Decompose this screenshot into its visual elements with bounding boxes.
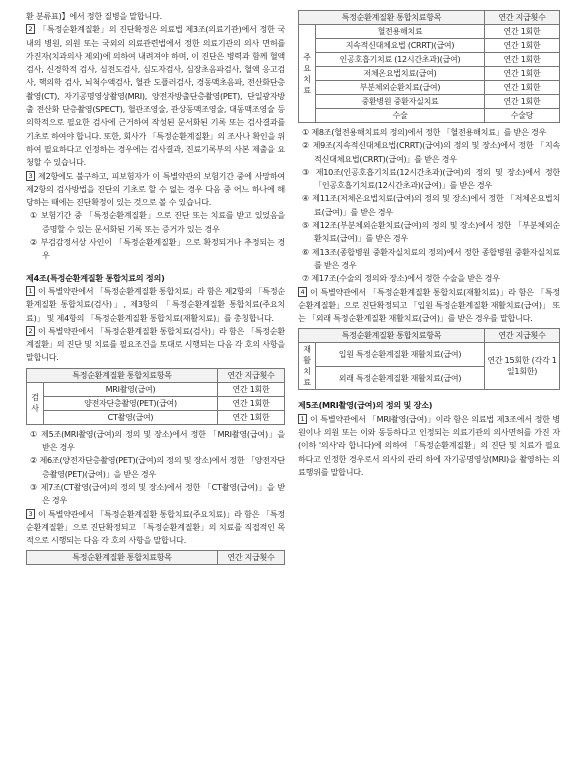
paragraph: 2 이 특별약관에서 「특정순환계질환 통합치료(검사)」라 함은 「특정순환계질환」의 진단 및 치료를 필요조건을 토대로 시행되는 다음 각 호의 사항을 말합니다. xyxy=(26,325,285,363)
list-item: ③ 제10조(인공호흡기치료(12시간초과)(급여)의 정의 및 장소)에서 정한 「인공호흡기치료(12시간초과)(급여)」를 받은 경우 xyxy=(302,166,560,191)
table-cell: 연간 1회한 xyxy=(485,53,560,67)
table-header: 연간 지급횟수 xyxy=(218,551,285,565)
right-column xyxy=(298,10,560,479)
table-cell: MRI촬영(급여) xyxy=(44,382,218,396)
list-item: ⑦ 제17조(수술의 정의와 장소)에서 정한 수술을 받은 경우 xyxy=(302,273,500,284)
list-item: ① 제8조(혈전용해치료의 정의)에서 정한 「혈전용해치료」를 받은 경우 xyxy=(302,127,547,137)
table-cell: 중환병원 중환자실치료 xyxy=(316,95,485,109)
table-header: 연간 지급횟수 xyxy=(485,11,560,25)
paragraph: 1 이 특별약관에서 「특정순환계질환 통합치료」라 함은 제2항의 「특정순환계질환 통합치료(검사)」, 제3항의 「특정순환계질환 통합치료(주요치료)」 및 제4항의 「특정순환계질환 통합치료(재활치료)」를 총칭합니다. xyxy=(26,285,285,323)
main-treatment-table-header xyxy=(26,550,285,565)
table-header: 특정순환계질환 통합치료항목 xyxy=(27,368,218,382)
table-header: 특정순환계질환 통합치료항목 xyxy=(299,11,485,25)
table-cell: 저체온요법치료(급여) xyxy=(316,67,485,81)
clause-number: 2 xyxy=(26,24,35,34)
table-header: 연간 지급횟수 xyxy=(218,368,285,382)
clause-number: 3 xyxy=(26,509,35,519)
table-cell: 연간 1회한 xyxy=(485,39,560,53)
paragraph: 3 제2항에도 불구하고, 피보험자가 이 특별약관의 보험기간 중에 사망하여 제2항의 검사방법을 진단의 기초로 할 수 없는 경우 다음 중 어느 하나에 해당하는 때에는 진단확정이 있는 것으로 볼 수 있습니다. xyxy=(26,170,285,208)
group-cell: 주요치료 xyxy=(299,25,316,123)
list-item: ① 보험기간 중 「특정순환계질환」으로 진단 또는 치료를 받고 있었음을 증명할 수 있는 문서화된 기록 또는 증거가 있는 경우 xyxy=(30,210,285,234)
table-cell: 연간 1회한 xyxy=(218,396,285,410)
left-column xyxy=(26,10,285,568)
table-cell: 입원 특정순환계질환 재활치료(급여) xyxy=(316,343,485,367)
section-heading: 제4조(특정순환계질환 통합치료의 정의) xyxy=(26,272,165,283)
table-cell: 연간 1회한 xyxy=(485,25,560,39)
table-cell: CT촬영(급여) xyxy=(44,410,218,424)
clause-number: 2 xyxy=(26,326,35,336)
table-cell: 지속적신대체요법 (CRRT)(급여) xyxy=(316,39,485,53)
table-cell: 부분체외순환치료(급여) xyxy=(316,81,485,95)
table-cell: 양전자단층촬영(PET)(급여) xyxy=(44,396,218,410)
table-cell: 연간 1회한 xyxy=(485,81,560,95)
paragraph: 4 이 특별약관에서 「특정순환계질환 통합치료(재활치료)」라 함은 「특정순환계질환」으로 진단확정되고 「입원 특정순환계질환 재활치료(급여)」 또는 「외래 특정순환계질환 재활치료(급여)」를 받은 경우를 말합니다. xyxy=(298,286,560,324)
clause-number: 4 xyxy=(298,287,307,297)
list-item: ② 부검감정서상 사인이 「특정순환계질환」으로 확정되거나 추정되는 경우 xyxy=(30,237,285,261)
paragraph: 3 이 특별약관에서 「특정순환계질환 통합치료(주요치료)」라 함은 「특정순환계질환」으로 진단확정되고 「특정순환계질환」의 치료를 직접적인 목적으로 시행되는 다음 각 호의 사항을 말합니다. xyxy=(26,508,285,546)
main-treatment-table xyxy=(298,10,560,123)
table-cell: 연간 1회한 xyxy=(218,382,285,396)
list-item: ② 제6조(양전자단층촬영(PET)(급여)의 정의 및 장소)에서 정한 「양전자단층촬영(PET)(급여)」을 받은 경우 xyxy=(30,455,285,479)
list-item: ⑥ 제13조(종합병원 중환자실치료의 정의)에서 정한 종합병원 중환자실치료를 받은 경우 xyxy=(302,246,560,270)
list-item: ① 제5조(MRI촬영(급여)의 정의 및 장소)에서 정한 「MRI촬영(급여)」을 받은 경우 xyxy=(30,428,285,453)
table-cell: 외래 특정순환계질환 재활치료(급여) xyxy=(316,366,485,390)
table-header: 특정순환계질환 통합치료항목 xyxy=(299,329,485,343)
table-header: 연간 지급횟수 xyxy=(485,329,560,343)
list-item: ② 제9조(지속적신대체요법(CRRT)(급여)의 정의 및 장소)에서 정한 「지속적신대체요법(CRRT)(급여)」를 받은 경우 xyxy=(302,140,560,164)
table-cell: 혈전용해치료 xyxy=(316,25,485,39)
list-item: ⑤ 제12조(부분체외순환치료(급여)의 정의 및 장소)에서 정한 「부분체외순환치료(급여)」를 받은 경우 xyxy=(302,220,560,244)
table-cell: 연간 1회한 xyxy=(485,95,560,109)
list-item: ④ 제11조(저체온요법치료(급여)의 정의 및 장소)에서 정한 「저체온요법치료(급여)」를 받은 경우 xyxy=(302,193,560,217)
rehab-table xyxy=(298,328,560,390)
clause-number: 1 xyxy=(26,286,35,296)
table-cell: 인공호흡기치료 (12시간초과)(급여) xyxy=(316,53,485,67)
table-cell: 연간 15회한 (각각 1일1회한) xyxy=(485,343,560,390)
paragraph: 환 분류표)】에서 정한 질병을 말합니다. xyxy=(26,11,162,21)
group-cell: 재활치료 xyxy=(299,343,316,390)
clause-number: 1 xyxy=(298,414,307,424)
table-cell: 연간 1회한 xyxy=(218,410,285,424)
paragraph: 1 이 특별약관에서 「MRI촬영(급여)」이라 함은 의료법 제3조에서 정한 병원이나 의원 또는 이와 동등하다고 인정되는 의료기관의 의사면허를 가진 자(이하 '의사'라 합니다)에 의하여 「특정순환계질환」의 진단 및 치료가 필요하다고 인정한 경우로서 의사의 관리 하에 자기공명영상(MRI)을 촬영하는 의료행위를 말합니다. xyxy=(298,413,560,477)
list-item: ③ 제7조(CT촬영(급여)의 정의 및 장소)에서 정한 「CT촬영(급여)」을 받은 경우 xyxy=(30,481,285,506)
group-cell: 검사 xyxy=(27,382,44,424)
table-header: 특정순환계질환 통합치료항목 xyxy=(27,551,218,565)
clause-number: 3 xyxy=(26,171,35,181)
table-cell: 수술당 xyxy=(485,109,560,123)
paragraph: 2 「특정순환계질환」의 진단확정은 의료법 제3조(의료기관)에서 정한 국내의 병원, 의원 또는 국외의 의료관련법에서 정한 의료기관의 의사 면허를 가진자(치과의사 제외)에 의하여 내려져야 하며, 이 진단은 병력과 함께 혈액검사, 신경학적 검사, 심전도검사, 심도자검사, 심장초음파검사, 혈액 응고검사, 핵의학 검사, 뇌척수액검사, 혈관 도플러검사, 경동맥초음파, 전산화단층촬영(CT), 자기공명영상촬영(MRI), 양전자방출단층촬영(PET), 단일광자방출 전산화 단층촬영(SPECT), 혈관조영술, 관상동맥조영술, 대동맥조영술 등 의학적으로 필요한 검사에 근거하여 작성된 문서화된 기록 또는 검사결과를 기초로 하여야 합니다. 또한, 회사가 「특정순환계질환」의 조사나 확인을 위하여 필요하다고 인정하는 경우에는 검사결과, 진료기록부의 사본 제출을 요청할 수 있습니다. xyxy=(26,24,285,168)
section-heading: 제5조(MRI촬영(급여)의 정의 및 장소) xyxy=(298,400,433,411)
table-cell: 수술 xyxy=(316,109,485,123)
exam-table xyxy=(26,368,285,425)
table-cell: 연간 1회한 xyxy=(485,67,560,81)
